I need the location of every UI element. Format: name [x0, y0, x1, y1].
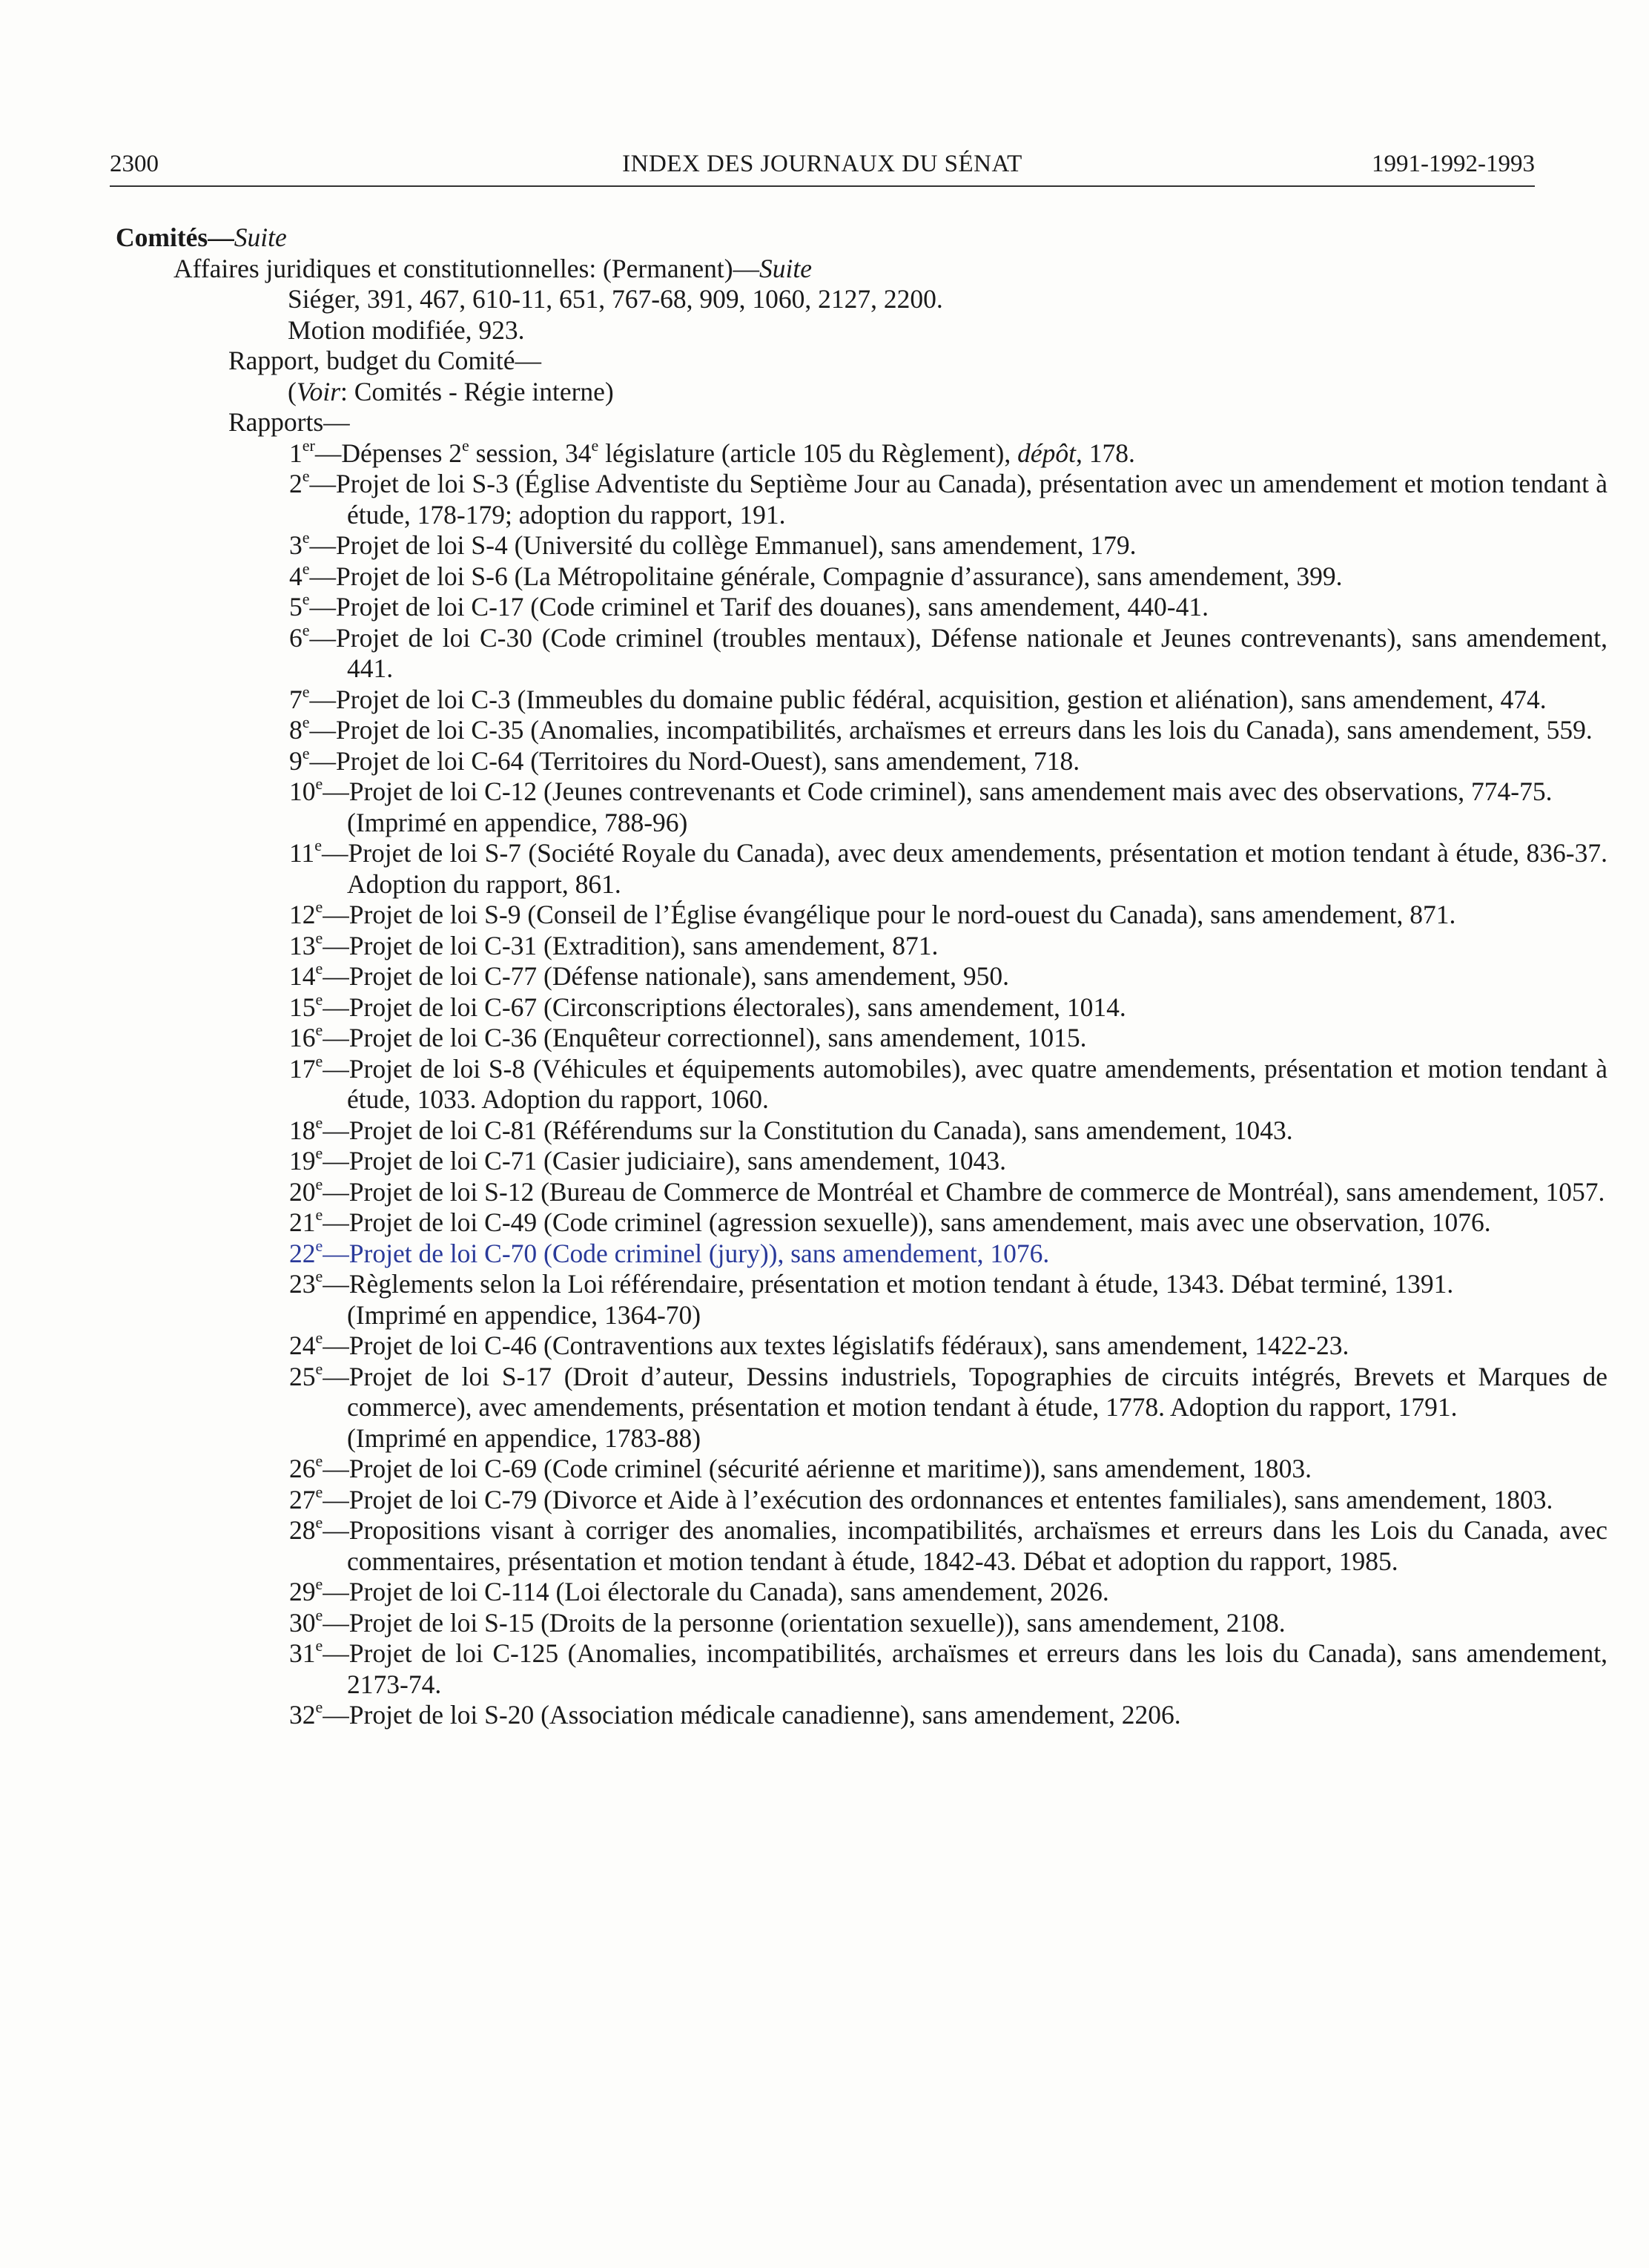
report-number: 25 — [289, 1361, 316, 1391]
report-text: —Projet de loi C-81 (Référendums sur la Constitution du Canada), sans amendement, 1043. — [323, 1115, 1293, 1145]
report-text: —Projet de loi C-49 (Code criminel (agression sexuelle)), sans amendement, mais avec une observation, 1076. — [323, 1207, 1491, 1237]
report-number: 9 — [289, 745, 303, 776]
report-text: —Projet de loi C-125 (Anomalies, incompatibilités, archaïsmes et erreurs dans les lois du Canada), sans amendement, 2173-74. — [323, 1638, 1607, 1699]
report-entry: 10e—Projet de loi C-12 (Jeunes contrevenants et Code criminel), sans amendement mais avec des observations, 774-75. — [289, 774, 1553, 806]
report-text: —Projet de loi S-8 (Véhicules et équipements automobiles), avec quatre amendements, présentation et motion tendant à étude, 1033. Adoption du rapport, 1060. — [323, 1053, 1607, 1114]
report-text: —Projet de loi C-31 (Extradition), sans amendement, 871. — [323, 930, 939, 960]
report-entry: 30e—Projet de loi S-15 (Droits de la personne (orientation sexuelle)), sans amendement, 2108. — [289, 1605, 1286, 1638]
report-entry: 29e—Projet de loi C-114 (Loi électorale du Canada), sans amendement, 2026. — [289, 1575, 1109, 1606]
report-number: 10 — [289, 777, 316, 806]
report-number: 15 — [289, 992, 316, 1022]
report-entry: 28e—Propositions visant à corriger des anomalies, incompatibilités, archaïsmes et erreurs dans les Lois du Canada, avec commentaires, présentation et motion tendant à étude, 1842-43. Débat et adoption du rapport, 1985. — [289, 1513, 1607, 1576]
report-entry: 18e—Projet de loi C-81 (Référendums sur la Constitution du Canada), sans amendement, 1043. — [289, 1112, 1293, 1145]
motion-line: Motion modifiée, 923. — [288, 314, 525, 345]
report-text: —Projet de loi C-67 (Circonscriptions électorales), sans amendement, 1014. — [323, 992, 1126, 1022]
report-entry: 16e—Projet de loi C-36 (Enquêteur correctionnel), sans amendement, 1015. — [289, 1021, 1087, 1052]
report-number: 2 — [289, 469, 303, 498]
report-number: 30 — [289, 1607, 316, 1638]
voir-line: (Voir: Comités - Régie interne) — [288, 376, 614, 406]
report-text: —Projet de loi S-17 (Droit d’auteur, Dessins industriels, Topographies de circuits intégrés, Brevets et Marques de commerce), avec amendements, présentation et motion tendant à étude, 1778. Adoption du rapport, 1791. — [323, 1361, 1607, 1422]
report-text: —Projet de loi S-20 (Association médicale canadienne), sans amendement, 2206. — [323, 1700, 1181, 1730]
section-suite: Suite — [234, 222, 287, 252]
report-text: —Projet de loi C-77 (Défense nationale), sans amendement, 950. — [323, 961, 1009, 991]
report-entry: 8e—Projet de loi C-35 (Anomalies, incompatibilités, archaïsmes et erreurs dans les lois du Canada), sans amendement, 559. — [289, 713, 1593, 745]
rapports-label: Rapports— — [228, 407, 350, 437]
report-entry: 17e—Projet de loi S-8 (Véhicules et équipements automobiles), avec quatre amendements, présentation et motion tendant à étude, 1033. Adoption du rapport, 1060. — [289, 1051, 1607, 1114]
report-number: 17 — [289, 1053, 316, 1084]
report-text: —Projet de loi C-64 (Territoires du Nord-Ouest), sans amendement, 718. — [309, 745, 1080, 776]
report-text: —Projet de loi S-15 (Droits de la personne (orientation sexuelle)), sans amendement, 2108. — [323, 1607, 1286, 1638]
report-text: —Propositions visant à corriger des anomalies, incompatibilités, archaïsmes et erreurs dans les Lois du Canada, avec commentaires, présentation et motion tendant à étude, 1842-43. Débat et adoption du rapport, 1985. — [323, 1515, 1607, 1576]
page-title: INDEX DES JOURNAUX DU SÉNAT — [622, 151, 1022, 177]
voir-word: Voir — [296, 376, 341, 406]
report-text: —Projet de loi S-6 (La Métropolitaine générale, Compagnie d’assurance), sans amendement, 399. — [309, 561, 1343, 591]
report-entry: 12e—Projet de loi S-9 (Conseil de l’Église évangélique pour le nord-ouest du Canada), sans amendement, 871. — [289, 897, 1456, 929]
report-text: —Projet de loi S-7 (Société Royale du Canada), avec deux amendements, présentation et motion tendant à étude, 836-37. Adoption du rapport, 861. — [321, 838, 1607, 899]
report-entry: 2e—Projet de loi S-3 (Église Adventiste du Septième Jour au Canada), présentation avec un amendement et motion tendant à étude, 178-179; adoption du rapport, 191. — [289, 467, 1607, 530]
report-text: —Projet de loi C-71 (Casier judiciaire), sans amendement, 1043. — [323, 1146, 1007, 1176]
report-number: 23 — [289, 1269, 316, 1299]
report-text: —Projet de loi C-79 (Divorce et Aide à l’exécution des ordonnances et ententes familiales), sans amendement, 1803. — [323, 1484, 1553, 1514]
report-number: 5 — [289, 592, 303, 622]
report-text: —Projet de loi C-36 (Enquêteur correctionnel), sans amendement, 1015. — [323, 1023, 1087, 1052]
report-entry: 14e—Projet de loi C-77 (Défense nationale), sans amendement, 950. — [289, 959, 1009, 991]
report-entry: 15e—Projet de loi C-67 (Circonscriptions électorales), sans amendement, 1014. — [289, 989, 1126, 1022]
report-number: 27 — [289, 1484, 316, 1514]
report-text: —Projet de loi S-9 (Conseil de l’Église évangélique pour le nord-ouest du Canada), sans amendement, 871. — [323, 900, 1456, 929]
report-entry: 11e—Projet de loi S-7 (Société Royale du Canada), avec deux amendements, présentation et motion tendant à étude, 836-37. Adoption du rapport, 861. — [289, 836, 1607, 899]
report-number: 18 — [289, 1115, 316, 1145]
report-number: 20 — [289, 1176, 316, 1207]
sieger-line: Siéger, 391, 467, 610-11, 651, 767-68, 909, 1060, 2127, 2200. — [288, 284, 943, 314]
page-number: 2300 — [110, 151, 159, 177]
report-entry: 27e—Projet de loi C-79 (Divorce et Aide à l’exécution des ordonnances et ententes familiales), sans amendement, 1803. — [289, 1482, 1553, 1514]
report-number: 8 — [289, 715, 303, 745]
report-entries-list — [110, 435, 1622, 1731]
report-text: —Dépenses 2e session, 34e législature (article 105 du Règlement), — [314, 435, 1018, 468]
report-number: 29 — [289, 1577, 316, 1606]
subsection-heading — [110, 254, 1622, 285]
report-number: 32 — [289, 1700, 316, 1730]
report-number: 13 — [289, 930, 316, 960]
report-number: 24 — [289, 1331, 316, 1360]
report-number: 11 — [289, 838, 315, 868]
header-rule — [110, 185, 1535, 187]
report-entry: 26e—Projet de loi C-69 (Code criminel (sécurité aérienne et maritime)), sans amendement, 1803. — [289, 1451, 1312, 1483]
report-entry: 9e—Projet de loi C-64 (Territoires du Nord-Ouest), sans amendement, 718. — [289, 743, 1080, 776]
report-text: —Projet de loi C-70 (Code criminel (jury)), sans amendement, 1076. — [323, 1238, 1050, 1268]
report-entry: 5e—Projet de loi C-17 (Code criminel et Tarif des douanes), sans amendement, 440-41. — [289, 590, 1209, 622]
report-number: 28 — [289, 1515, 316, 1545]
report-number: 22 — [289, 1238, 316, 1268]
appendix-note: (Imprimé en appendice, 1364-70) — [347, 1299, 701, 1330]
report-text: —Projet de loi S-12 (Bureau de Commerce de Montréal et Chambre de commerce de Montréal), sans amendement, 1057. — [323, 1176, 1605, 1207]
report-entry: 24e—Projet de loi C-46 (Contraventions aux textes législatifs fédéraux), sans amendement, 1422-23. — [289, 1328, 1349, 1360]
report-entry: 7e—Projet de loi C-3 (Immeubles du domaine public fédéral, acquisition, gestion et aliénation), sans amendement, 474. — [289, 682, 1547, 714]
report-number: 1 — [289, 438, 303, 468]
report-number: 3 — [289, 530, 303, 560]
report-number: 4 — [289, 561, 303, 591]
report-number: 21 — [289, 1207, 316, 1237]
appendix-note: (Imprimé en appendice, 788-96) — [347, 807, 688, 837]
report-entry: 25e—Projet de loi S-17 (Droit d’auteur, Dessins industriels, Topographies de circuits intégrés, Brevets et Marques de commerce), avec amendements, présentation et motion tendant à étude, 1778. Adoption du rapport, 1791. — [289, 1359, 1607, 1422]
report-entry: 6e—Projet de loi C-30 (Code criminel (troubles mentaux), Défense nationale et Jeunes contrevenants), sans amendement, 441. — [289, 620, 1607, 683]
header-years: 1991-1992-1993 — [1372, 151, 1535, 177]
section-heading-label: Comités — [116, 222, 208, 252]
report-number: 19 — [289, 1146, 316, 1176]
report-number: 31 — [289, 1638, 316, 1668]
report-entry: 3e—Projet de loi S-4 (Université du collège Emmanuel), sans amendement, 179. — [289, 528, 1137, 560]
appendix-note: (Imprimé en appendice, 1783-88) — [347, 1423, 701, 1453]
report-text: —Projet de loi C-114 (Loi électorale du Canada), sans amendement, 2026. — [323, 1577, 1109, 1606]
report-text: —Projet de loi C-12 (Jeunes contrevenants et Code criminel), sans amendement mais avec des observations, 774-75. — [323, 777, 1553, 806]
report-entry: 4e—Projet de loi S-6 (La Métropolitaine générale, Compagnie d’assurance), sans amendement, 399. — [289, 558, 1343, 591]
report-entry: 31e—Projet de loi C-125 (Anomalies, incompatibilités, archaïsmes et erreurs dans les lois du Canada), sans amendement, 2173-74. — [289, 1636, 1607, 1699]
report-entry: 19e—Projet de loi C-71 (Casier judiciaire), sans amendement, 1043. — [289, 1144, 1007, 1176]
section-heading: Comités—Suite — [116, 222, 287, 252]
report-number: 14 — [289, 961, 316, 991]
report-text: —Projet de loi C-69 (Code criminel (sécurité aérienne et maritime)), sans amendement, 1803. — [323, 1454, 1312, 1483]
report-text: —Projet de loi C-30 (Code criminel (troubles mentaux), Défense nationale et Jeunes contrevenants), sans amendement, 441. — [309, 622, 1607, 683]
report-entry: 21e—Projet de loi C-49 (Code criminel (agression sexuelle)), sans amendement, mais avec une observation, 1076. — [289, 1205, 1491, 1237]
report-text: —Projet de loi C-3 (Immeubles du domaine public fédéral, acquisition, gestion et aliénation), sans amendement, 474. — [309, 684, 1547, 714]
report-text: —Projet de loi C-17 (Code criminel et Tarif des douanes), sans amendement, 440-41. — [309, 592, 1209, 622]
report-text: —Projet de loi C-46 (Contraventions aux textes législatifs fédéraux), sans amendement, 1422-23. — [323, 1331, 1349, 1360]
report-text: —Projet de loi S-4 (Université du collège Emmanuel), sans amendement, 179. — [309, 530, 1137, 560]
report-text: —Projet de loi C-35 (Anomalies, incompatibilités, archaïsmes et erreurs dans les lois du Canada), sans amendement, 559. — [309, 715, 1593, 745]
report-entry: 13e—Projet de loi C-31 (Extradition), sans amendement, 871. — [289, 928, 939, 960]
report-number: 16 — [289, 1023, 316, 1052]
subsection-suite: Suite — [759, 253, 812, 283]
report-entry: 23e—Règlements selon la Loi référendaire, présentation et motion tendant à étude, 1343. Débat terminé, 1391. — [289, 1267, 1454, 1299]
report-text: —Règlements selon la Loi référendaire, présentation et motion tendant à étude, 1343. Débat terminé, 1391. — [323, 1269, 1454, 1299]
report-number: 12 — [289, 900, 316, 929]
report-entry: 1er—Dépenses 2e session, 34e législature (article 105 du Règlement), dépôt, 178. — [289, 435, 1135, 468]
report-number: 7 — [289, 684, 303, 714]
rapport-budget-line: Rapport, budget du Comité— — [228, 346, 542, 375]
report-number: 6 — [289, 622, 303, 653]
subsection-label: Affaires juridiques et constitutionnelles: (Permanent)— — [174, 253, 760, 283]
report-entry: 20e—Projet de loi S-12 (Bureau de Commerce de Montréal et Chambre de commerce de Montréal), sans amendement, 1057. — [289, 1174, 1605, 1207]
report-entry: 22e—Projet de loi C-70 (Code criminel (jury)), sans amendement, 1076. — [289, 1236, 1050, 1268]
report-text: —Projet de loi S-3 (Église Adventiste du Septième Jour au Canada), présentation avec un amendement et motion tendant à étude, 178-179; adoption du rapport, 191. — [309, 469, 1607, 530]
report-number: 26 — [289, 1454, 316, 1483]
index-body — [110, 222, 1622, 1731]
running-header — [110, 145, 1535, 182]
report-entry: 32e—Projet de loi S-20 (Association médicale canadienne), sans amendement, 2206. — [289, 1698, 1181, 1730]
